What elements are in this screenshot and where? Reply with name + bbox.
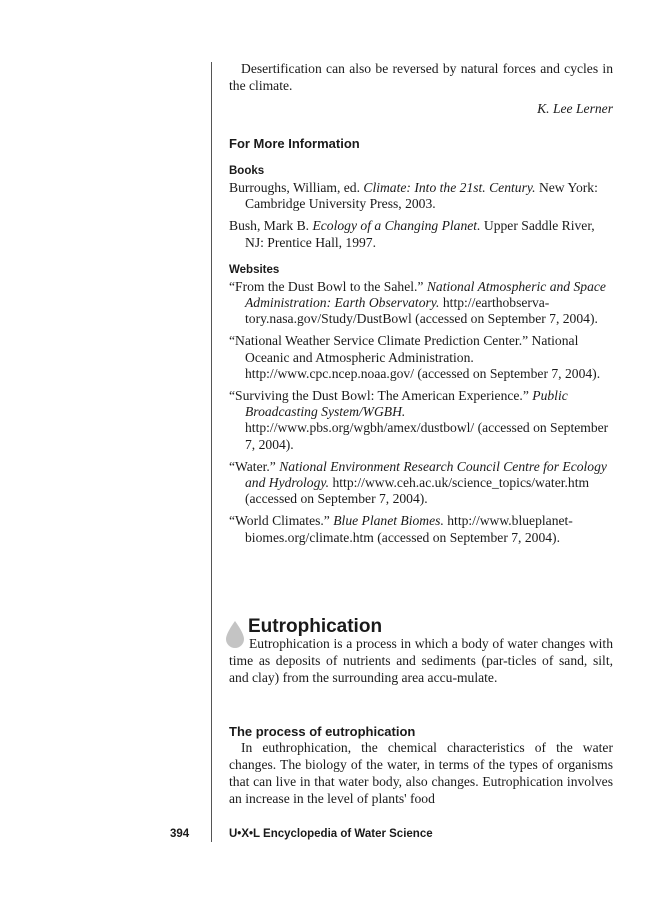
- ref-author: Bush, Mark B.: [229, 218, 313, 234]
- books-heading: Books: [229, 165, 265, 177]
- entry-intro: [229, 635, 613, 686]
- websites-list: [229, 279, 613, 546]
- ref-url: National Oceanic and Atmospheric Administration. http://www.cpc.ncep.noaa.gov/ (accessed on September 7, 2004).: [245, 333, 601, 381]
- ref-source: National Atmospheric and Space Administration: Earth Observatory.: [245, 278, 606, 311]
- author-signature: K. Lee Lerner: [537, 101, 613, 116]
- process-paragraph: In euthrophication, the chemical characteristics of the water changes. The biology of the water, in terms of the types of organisms that can live in that water body, also changes. Eutrophication involves an increase in the level of plants' food: [229, 740, 613, 806]
- publication-title: U•X•L Encyclopedia of Water Science: [229, 828, 433, 840]
- ref-article: “Water.”: [229, 458, 280, 474]
- websites-heading: Websites: [229, 263, 280, 276]
- ref-article: “World Climates.”: [229, 513, 334, 529]
- website-reference: [229, 388, 613, 453]
- main-column: [229, 60, 613, 546]
- process-section: [229, 739, 613, 807]
- books-list: [229, 180, 613, 251]
- ref-publisher: Upper Saddle River, NJ: Prentice Hall, 1997.: [245, 218, 595, 250]
- ref-title: Climate: Into the 21st. Century.: [363, 180, 536, 195]
- ref-article: “From the Dust Bowl to the Sahel.”: [229, 278, 427, 294]
- website-reference: [229, 459, 613, 508]
- more-info-heading: For More Information: [229, 136, 360, 151]
- intro-paragraph: Desertification can also be reversed by natural forces and cycles in the climate.: [229, 61, 613, 93]
- book-reference: [229, 180, 613, 212]
- ref-source: Public Broadcasting System/WGBH.: [245, 388, 568, 420]
- ref-url: http://www.pbs.org/wgbh/amex/dustbowl/ (accessed on September 7, 2004).: [245, 420, 609, 452]
- book-reference: [229, 218, 613, 250]
- website-reference: [229, 513, 613, 545]
- process-heading: The process of eutrophication: [229, 724, 416, 739]
- ref-publisher: New York: Cambridge University Press, 2003.: [245, 180, 598, 212]
- entry-title: Eutrophication: [248, 616, 383, 637]
- ref-url: http://www.ceh.ac.uk/science_topics/water.htm (accessed on September 7, 2004).: [245, 475, 590, 507]
- margin-rule: [211, 62, 212, 842]
- ref-article: “National Weather Service Climate Prediction Center.”: [229, 333, 532, 349]
- ref-author: Burroughs, William, ed.: [229, 180, 364, 195]
- ref-url: http://earthobserva-tory.nasa.gov/Study/DustBowl (accessed on September 7, 2004).: [245, 295, 598, 327]
- website-reference: [229, 279, 613, 328]
- ref-url: http://www.blueplanet-biomes.org/climate.htm (accessed on September 7, 2004).: [245, 513, 573, 545]
- website-reference: [229, 333, 613, 382]
- page-number: 394: [170, 828, 190, 840]
- ref-title: Ecology of a Changing Planet.: [312, 218, 481, 234]
- ref-article: “Surviving the Dust Bowl: The American Experience.”: [229, 388, 533, 404]
- ref-source: Blue Planet Biomes.: [333, 513, 444, 529]
- ref-source: National Environment Research Council Centre for Ecology and Hydrology.: [245, 458, 607, 491]
- entry-paragraph: Eutrophication is a process in which a body of water changes with time as deposits of nutrients and sediments (par-ticles of sand, silt, and clay) from the surrounding area accu-mulate.: [229, 636, 613, 685]
